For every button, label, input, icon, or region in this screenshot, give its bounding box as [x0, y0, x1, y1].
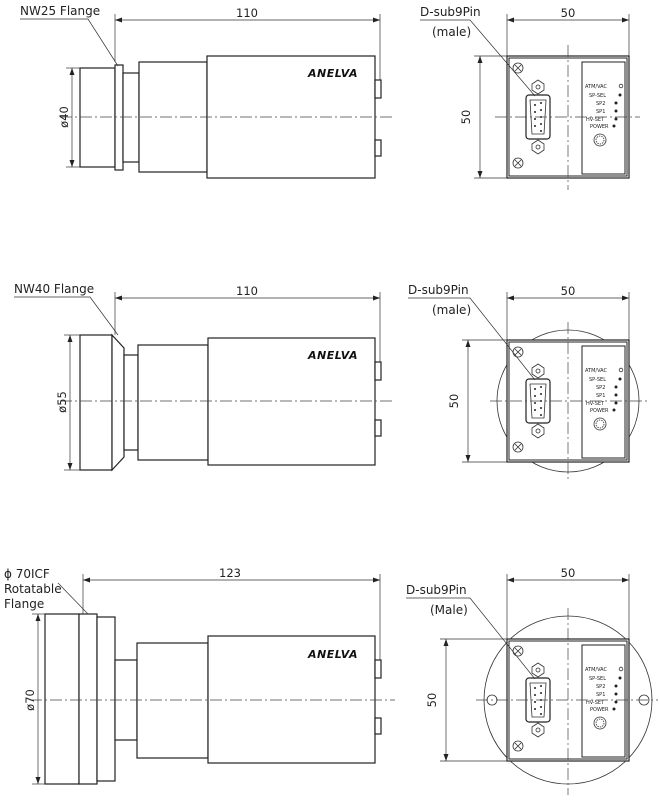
brand-logo: ANELVA [308, 67, 359, 80]
flange-label: NW25 Flange [20, 4, 101, 18]
panel-label: SP-SEL [589, 93, 607, 99]
panel-label: POWER [590, 124, 609, 130]
flange-nw25 [80, 68, 115, 167]
width-dimension: 50 [560, 6, 576, 20]
width-dimension: 50 [560, 284, 576, 298]
flange-taper [112, 335, 124, 470]
panel-label: SP1 [596, 393, 606, 399]
side-view-nw40 [14, 282, 395, 470]
panel-label: SP-SEL [589, 676, 607, 682]
brand-logo: ANELVA [308, 648, 359, 661]
connector-label: D-sub9Pin [408, 283, 469, 297]
height-dimension: 50 [425, 692, 439, 708]
panel-label: SP1 [596, 109, 606, 115]
flange-label: Rotatable [4, 582, 62, 596]
flange-label: ϕ 70ICF [4, 567, 50, 581]
connector-bottom [375, 140, 381, 156]
flange-leader [58, 583, 88, 614]
connector-top [375, 362, 381, 380]
flange-leader [14, 297, 118, 335]
rotatable-flange-inner [79, 614, 97, 784]
body-front [137, 643, 208, 758]
panel-label: POWER [590, 408, 609, 414]
connector-note: (male) [432, 303, 472, 317]
diameter-dimension: ø40 [57, 106, 71, 128]
neck [123, 73, 139, 162]
brand-logo: ANELVA [308, 349, 359, 362]
front-view-nw40 [408, 283, 648, 480]
panel-label: SP2 [596, 101, 606, 107]
panel-label: HV-SET [586, 700, 605, 706]
connector-label: D-sub9Pin [406, 583, 467, 597]
length-dimension: 110 [236, 284, 258, 298]
flange-label: Flange [4, 597, 45, 611]
length-dimension: 110 [236, 6, 258, 20]
connector-label: D-sub9Pin [420, 5, 481, 19]
flange-label: NW40 Flange [14, 282, 95, 296]
body-front [138, 345, 208, 460]
connector-top [375, 80, 381, 98]
width-dimension: 50 [560, 566, 576, 580]
panel-label: HV-SET [586, 117, 605, 123]
length-dimension: 123 [219, 566, 241, 580]
rotatable-flange-outer [45, 614, 79, 784]
panel-label: SP-SEL [589, 377, 607, 383]
flange-leader [20, 19, 118, 66]
panel-label: ATM/VAC [585, 84, 608, 90]
connector-note: (male) [432, 25, 472, 39]
front-view-nw25 [420, 5, 640, 190]
front-view-icf70 [406, 566, 658, 795]
connector-note: (Male) [430, 603, 468, 617]
neck [124, 355, 138, 450]
panel-label: ATM/VAC [585, 667, 608, 673]
panel-label: SP1 [596, 692, 606, 698]
flange-ring [97, 617, 115, 781]
panel-label: ATM/VAC [585, 368, 608, 374]
height-dimension: 50 [447, 393, 461, 409]
panel-label: POWER [590, 707, 609, 713]
connector-bottom [375, 718, 381, 734]
diameter-dimension: ø70 [23, 689, 37, 711]
connector-top [375, 660, 381, 678]
connector-bottom [375, 420, 381, 436]
side-view-nw25 [20, 4, 395, 178]
side-view-icf70 [4, 566, 395, 784]
flange-lip [115, 65, 123, 170]
diameter-dimension: ø55 [55, 391, 69, 413]
height-dimension: 50 [459, 109, 473, 125]
panel-label: SP2 [596, 684, 606, 690]
flange-nw40 [80, 335, 112, 470]
panel-label: HV-SET [586, 401, 605, 407]
panel-label: SP2 [596, 385, 606, 391]
